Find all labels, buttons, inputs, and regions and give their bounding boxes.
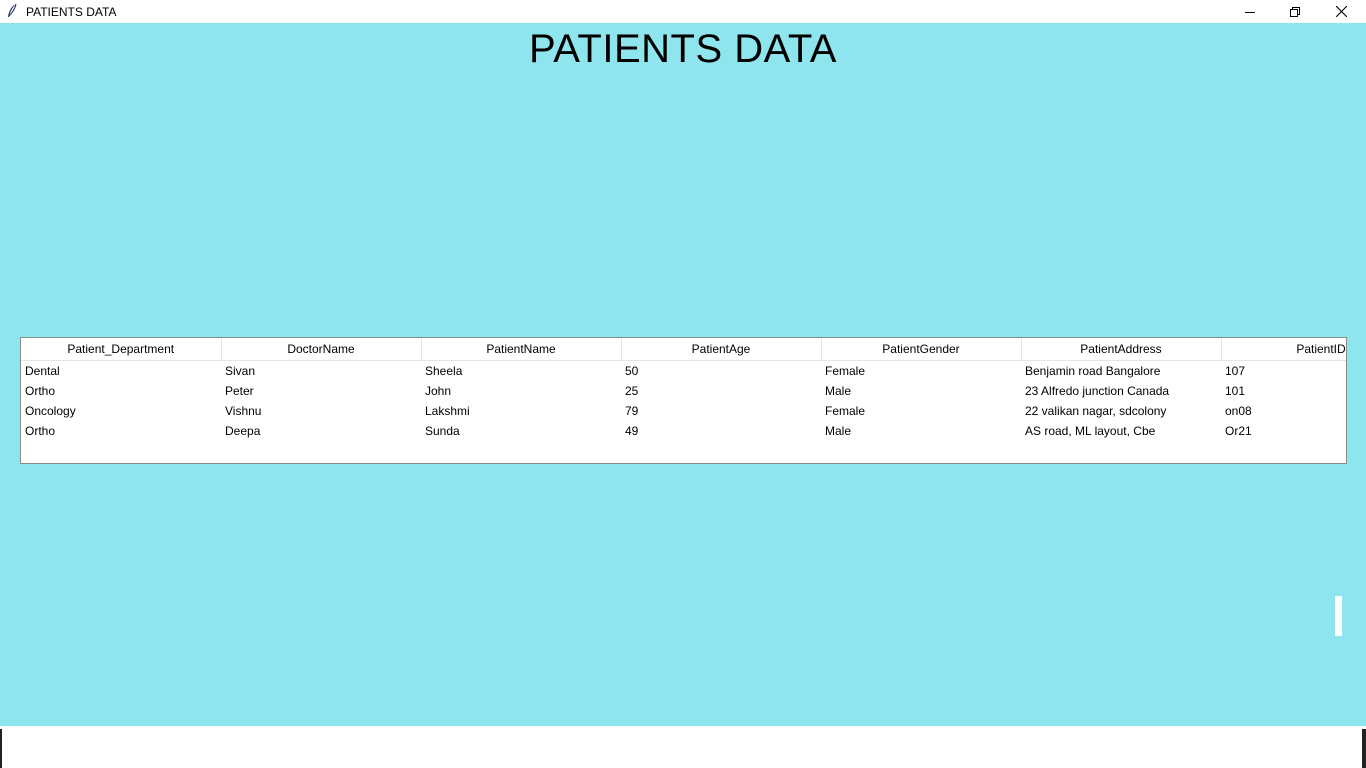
column-header-address[interactable]: PatientAddress xyxy=(1021,338,1221,361)
column-header-doctor[interactable]: DoctorName xyxy=(221,338,421,361)
main-area xyxy=(0,23,1366,726)
cell-age: 25 xyxy=(625,384,639,398)
cell-age: 49 xyxy=(625,424,639,438)
minimize-icon xyxy=(1245,7,1255,17)
cell-department: Oncology xyxy=(25,404,76,418)
restore-button[interactable] xyxy=(1272,0,1318,23)
cell-address: Benjamin road Bangalore xyxy=(1025,364,1161,378)
title-bar xyxy=(0,0,1366,23)
cell-gender: Male xyxy=(825,424,852,438)
table-header-row xyxy=(21,338,1347,361)
cell-department: Dental xyxy=(25,364,60,378)
bottom-panel xyxy=(0,726,1366,768)
table-row[interactable] xyxy=(21,421,1347,441)
cell-address: 23 Alfredo junction Canada xyxy=(1025,384,1170,398)
cell-patient-name: Sunda xyxy=(425,424,460,438)
cell-age: 79 xyxy=(625,404,639,418)
cell-doctor: Sivan xyxy=(225,364,256,378)
cell-gender: Male xyxy=(825,384,852,398)
cell-department: Ortho xyxy=(25,384,56,398)
cell-doctor: Vishnu xyxy=(225,404,262,418)
restore-icon xyxy=(1290,7,1300,17)
minimize-button[interactable] xyxy=(1227,0,1273,23)
page-title: PATIENTS DATA xyxy=(528,27,837,71)
cell-address: 22 valikan nagar, sdcolony xyxy=(1025,404,1167,418)
cell-patient-name: Lakshmi xyxy=(425,404,470,418)
cell-patient-name: John xyxy=(425,384,452,398)
cell-patient-name: Sheela xyxy=(425,364,463,378)
column-header-patient-name[interactable]: PatientName xyxy=(421,338,621,361)
window-title: PATIENTS DATA xyxy=(26,5,117,19)
cell-patient-id: on08 xyxy=(1225,404,1252,418)
cell-gender: Female xyxy=(825,364,866,378)
scroll-handle[interactable] xyxy=(1335,596,1342,636)
cell-patient-id: 107 xyxy=(1225,364,1246,378)
cell-patient-id: Or21 xyxy=(1225,424,1252,438)
column-header-patient-id[interactable]: PatientID xyxy=(1221,338,1347,361)
column-header-gender[interactable]: PatientGender xyxy=(821,338,1021,361)
table-row[interactable] xyxy=(21,381,1347,401)
close-icon xyxy=(1336,6,1347,17)
feather-icon xyxy=(6,3,18,19)
cell-department: Ortho xyxy=(25,424,56,438)
column-header-age[interactable]: PatientAge xyxy=(621,338,821,361)
table-row[interactable] xyxy=(21,401,1347,421)
table-row[interactable] xyxy=(21,361,1347,382)
cell-patient-id: 101 xyxy=(1225,384,1246,398)
column-header-department[interactable]: Patient_Department xyxy=(21,338,221,361)
cell-doctor: Peter xyxy=(225,384,254,398)
panel-border-left xyxy=(0,729,2,768)
panel-border-right xyxy=(1362,729,1366,768)
patients-table[interactable] xyxy=(20,337,1347,464)
cell-address: AS road, ML layout, Cbe xyxy=(1025,424,1156,438)
cell-age: 50 xyxy=(625,364,639,378)
cell-doctor: Deepa xyxy=(225,424,261,438)
cell-gender: Female xyxy=(825,404,866,418)
close-button[interactable] xyxy=(1318,0,1364,23)
